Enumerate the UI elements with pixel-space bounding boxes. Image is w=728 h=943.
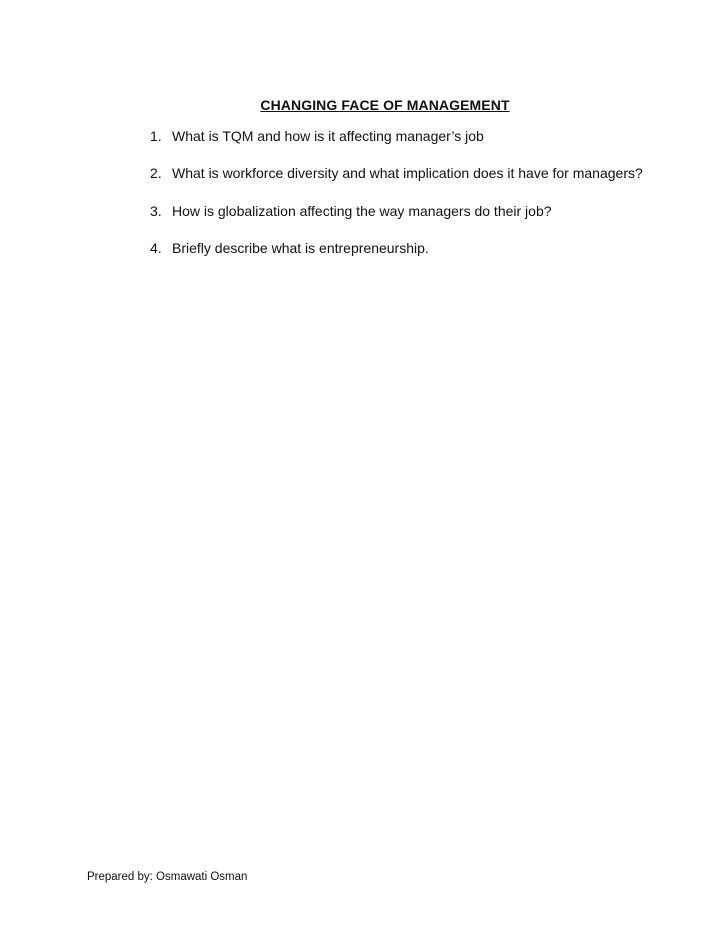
question-number-4: 4.: [150, 240, 162, 256]
question-number-2: 2.: [150, 165, 162, 181]
question-text-3: How is globalization affecting the way managers do their job?: [172, 203, 552, 219]
question-list: [150, 126, 650, 275]
prepared-by-footer: Prepared by: Osmawati Osman: [87, 871, 248, 883]
question-item-2: [150, 155, 650, 192]
question-item-4: [150, 238, 650, 258]
question-text-4: Briefly describe what is entrepreneurship.: [172, 240, 429, 256]
question-text-2: What is workforce diversity and what implication does it have for managers?: [172, 165, 643, 181]
question-number-3: 3.: [150, 203, 162, 219]
question-number-1: 1.: [150, 128, 162, 144]
question-item-1: [150, 126, 650, 146]
document-title: CHANGING FACE OF MANAGEMENT: [260, 97, 510, 114]
question-item-3: [150, 201, 650, 221]
question-text-1: What is TQM and how is it affecting manager’s job: [172, 128, 484, 144]
